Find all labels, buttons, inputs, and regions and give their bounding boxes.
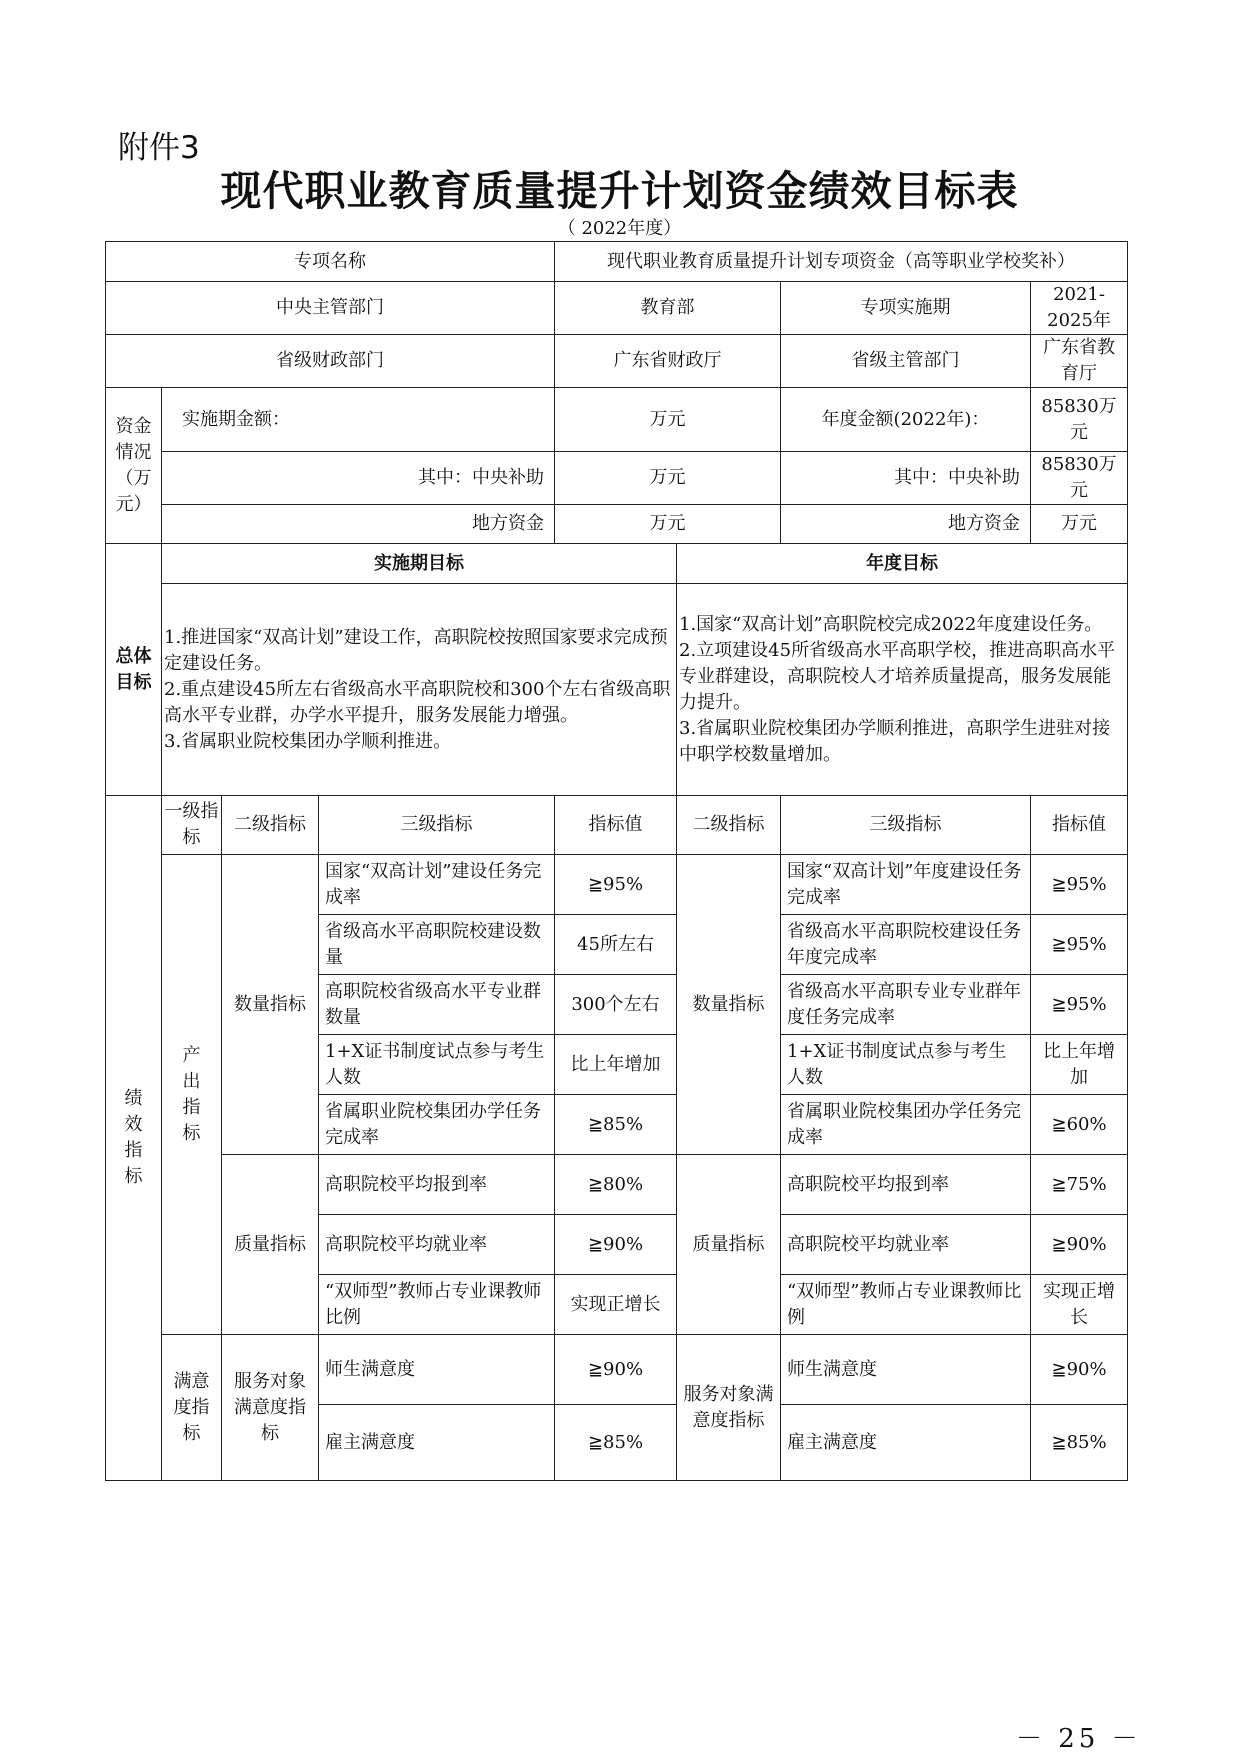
header-value-annual: 指标值 [1031,796,1128,855]
indicator-value: 300个左右 [555,975,677,1035]
indicator-name: “双师型”教师占专业课教师比例 [319,1275,555,1335]
indicator-value: ≧95% [1031,915,1128,975]
indicator-value: ≧75% [1031,1155,1128,1215]
indicator-name: 师生满意度 [319,1335,555,1405]
satisfaction-indicator-label: 满意度指标 [162,1335,222,1481]
indicator-value: ≧90% [1031,1335,1128,1405]
annual-total-label: 年度金额(2022年)： [781,388,1031,452]
indicator-value: 45所左右 [555,915,677,975]
prov-dept-label: 省级主管部门 [781,335,1031,388]
indicator-name: 国家“双高计划”建设任务完成率 [319,855,555,915]
period: 2021-2025年 [1031,282,1128,335]
indicator-name: 省级高水平高职专业专业群年度任务完成率 [781,975,1031,1035]
service-label-annual: 服务对象满意度指标 [677,1335,781,1481]
indicator-name: 1+X证书制度试点参与考生人数 [781,1035,1031,1095]
quality-label-impl: 质量指标 [222,1155,319,1335]
indicator-name: 雇主满意度 [781,1405,1031,1481]
indicator-name: 雇主满意度 [319,1405,555,1481]
indicator-value: 比上年增加 [555,1035,677,1095]
impl-local-label: 地方资金 [162,505,555,544]
indicator-value: ≧95% [1031,975,1128,1035]
output-indicator-label: 产出指标 [162,855,222,1335]
quantity-label-annual: 数量指标 [677,855,781,1155]
prov-dept: 广东省教育厅 [1031,335,1128,388]
indicator-value: 实现正增长 [1031,1275,1128,1335]
indicator-value: ≧80% [555,1155,677,1215]
indicator-value: 实现正增长 [555,1275,677,1335]
project-name: 现代职业教育质量提升计划专项资金（高等职业学校奖补） [555,242,1128,282]
prov-finance-label: 省级财政部门 [106,335,555,388]
goals-label: 总体目标 [106,544,162,796]
indicator-name: 省属职业院校集团办学任务完成率 [319,1095,555,1155]
annual-local: 万元 [1031,505,1128,544]
header-value-impl: 指标值 [555,796,677,855]
header-level3-impl: 三级指标 [319,796,555,855]
page-title: 现代职业教育质量提升计划资金绩效目标表 [220,167,1019,215]
indicator-name: 高职院校平均报到率 [319,1155,555,1215]
indicator-value: ≧85% [1031,1405,1128,1481]
indicator-name: 高职院校省级高水平专业群数量 [319,975,555,1035]
central-dept-label: 中央主管部门 [106,282,555,335]
indicator-value: ≧95% [555,855,677,915]
indicator-value: ≧85% [555,1405,677,1481]
annual-central-label: 其中：中央补助 [781,452,1031,505]
indicator-value: ≧90% [555,1335,677,1405]
indicator-name: 省属职业院校集团办学任务完成率 [781,1095,1031,1155]
indicator-name: 高职院校平均报到率 [781,1155,1031,1215]
central-dept: 教育部 [555,282,781,335]
impl-total-label: 实施期金额： [162,388,555,452]
indicator-value: ≧95% [1031,855,1128,915]
impl-goals-header: 实施期目标 [162,544,677,584]
impl-local: 万元 [555,505,781,544]
attachment-label: 附件3 [118,130,200,166]
service-label-impl: 服务对象满意度指标 [222,1335,319,1481]
indicator-value: ≧85% [555,1095,677,1155]
project-name-label: 专项名称 [106,242,555,282]
indicator-value: ≧90% [555,1215,677,1275]
header-level1: 一级指标 [162,796,222,855]
header-level2-annual: 二级指标 [677,796,781,855]
indicator-name: 省级高水平高职院校建设数量 [319,915,555,975]
annual-central: 85830万元 [1031,452,1128,505]
performance-table [105,241,1128,1481]
prov-finance: 广东省财政厅 [555,335,781,388]
annual-local-label: 地方资金 [781,505,1031,544]
quantity-label-impl: 数量指标 [222,855,319,1155]
header-level3-annual: 三级指标 [781,796,1031,855]
impl-central-label: 其中：中央补助 [162,452,555,505]
indicator-value: 比上年增加 [1031,1035,1128,1095]
funds-label: 资金情况（万元） [106,388,162,544]
indicator-name: 师生满意度 [781,1335,1031,1405]
impl-goals-text: 1.推进国家“双高计划”建设工作，高职院校按照国家要求完成预定建设任务。 2.重点建设45所左右省级高水平高职院校和300个左右省级高职高水平专业群，办学水平提升，服务发展能力增强。 3.省属职业院校集团办学顺利推进。 [162,584,677,796]
year-subtitle: （ 2022年度） [557,218,682,239]
indicator-name: 国家“双高计划”年度建设任务完成率 [781,855,1031,915]
indicator-value: ≧90% [1031,1215,1128,1275]
indicator-name: 高职院校平均就业率 [781,1215,1031,1275]
header-level2-impl: 二级指标 [222,796,319,855]
perf-label: 绩效指标 [106,796,162,1481]
indicator-name: 高职院校平均就业率 [319,1215,555,1275]
quality-label-annual: 质量指标 [677,1155,781,1335]
indicator-name: “双师型”教师占专业课教师比例 [781,1275,1031,1335]
indicator-value: ≧60% [1031,1095,1128,1155]
period-label: 专项实施期 [781,282,1031,335]
annual-goals-text: 1.国家“双高计划”高职院校完成2022年度建设任务。 2.立项建设45所省级高水平高职学校，推进高职高水平专业群建设，高职院校人才培养质量提高，服务发展能力提升。 3.省属职业院校集团办学顺利推进，高职学生进驻对接中职学校数量增加。 [677,584,1128,796]
impl-central: 万元 [555,452,781,505]
indicator-name: 省级高水平高职院校建设任务年度完成率 [781,915,1031,975]
annual-total: 85830万元 [1031,388,1128,452]
page-number: － 25 － [1016,1724,1142,1754]
impl-total: 万元 [555,388,781,452]
annual-goals-header: 年度目标 [677,544,1128,584]
indicator-name: 1+X证书制度试点参与考生人数 [319,1035,555,1095]
